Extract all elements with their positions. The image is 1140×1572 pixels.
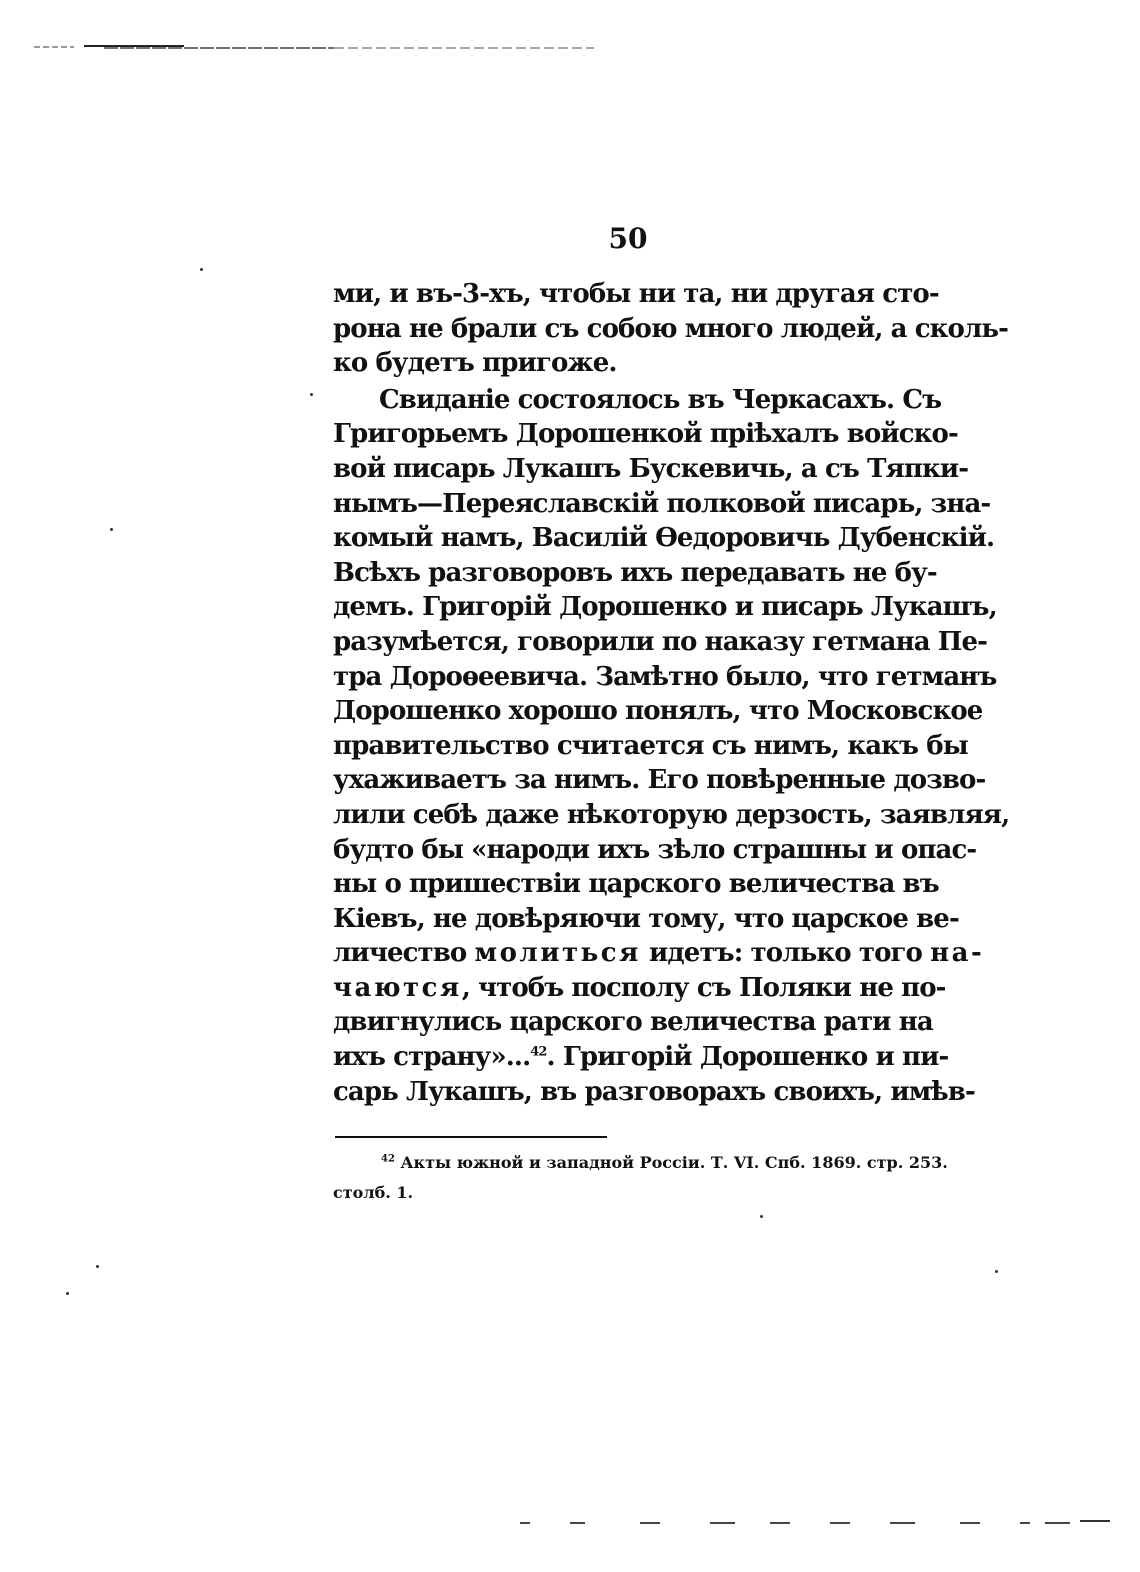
scan-speck — [995, 1270, 998, 1273]
text-line: сарь Лукашъ, въ разговорахъ своихъ, имѣв- — [333, 1076, 975, 1107]
text-line: вой писарь Лукашъ Бускевичь, а съ Тяпки- — [333, 453, 969, 484]
scan-speck — [66, 1292, 69, 1295]
text-line: двигнулись царского величества рати на — [333, 1007, 933, 1038]
text-line: демъ. Григорій Дорошенко и писарь Лукашъ, — [333, 592, 997, 623]
body-text — [333, 277, 1010, 1109]
scan-speck — [310, 393, 313, 396]
footnote-line: столб. 1. — [333, 1183, 414, 1202]
text-line: Григорьемъ Дорошенкой пріѣхалъ войско- — [333, 419, 958, 450]
text-line: ухаживаетъ за нимъ. Его повѣренные дозво- — [333, 765, 986, 796]
emphasis-spaced: чаются — [333, 972, 462, 1003]
text-line: комый намъ, Василій Ѳедоровичь Дубенскій. — [333, 523, 995, 554]
text-line: ми, и въ-3-хъ, чтобы ни та, ни другая сто- — [333, 279, 939, 309]
text-run: , чтобъ посполу съ Поляки не по- — [461, 972, 946, 1003]
text-line: тра Дороѳеевича. Замѣтно было, что гетманъ — [333, 661, 997, 692]
text-line: лили себѣ даже нѣкоторую дерзость, заявляя, — [333, 799, 1010, 830]
page-number: 50 — [608, 222, 648, 255]
text-run: . Григорій Дорошенко и пи- — [546, 1042, 949, 1073]
text-line: Свиданіе состоялось въ Черкасахъ. Съ — [379, 384, 942, 415]
footnote-reference: 42 — [530, 1044, 547, 1060]
scan-artifact-bottom — [520, 1518, 1110, 1526]
footnote-marker: 42 — [381, 1153, 395, 1165]
text-line: Кіевъ, не довѣряючи тому, что царское ве- — [333, 903, 959, 934]
text-line: нымъ—Переяславскій полковой писарь, зна- — [333, 488, 991, 519]
scan-speck — [200, 268, 203, 271]
text-line: ны о пришествіи царского величества въ — [333, 869, 939, 900]
emphasis-spaced: на- — [930, 938, 985, 969]
text-line: рона не брали съ собою много людей, а сколь- — [333, 313, 1009, 344]
footnote-line — [333, 1148, 948, 1178]
scan-speck — [110, 528, 113, 531]
text-run: ихъ страну»... — [333, 1042, 531, 1073]
text-line — [333, 936, 985, 971]
text-line: Дорошенко хорошо понялъ, что Московское — [333, 696, 983, 727]
emphasis-spaced: молиться — [474, 938, 641, 969]
text-line: ко будетъ пригоже. — [333, 348, 617, 379]
footnote — [333, 1148, 948, 1208]
text-line: разумѣется, говорили по наказу гетмана Пе- — [333, 626, 987, 657]
scan-speck — [760, 1215, 763, 1218]
text-line — [333, 1040, 949, 1075]
text-line — [333, 971, 946, 1006]
text-line: Всѣхъ разговоровъ ихъ передавать не бу- — [333, 557, 937, 588]
text-line: будто бы «народи ихъ зѣло страшны и опас- — [333, 834, 977, 865]
footnote-text: Акты южной и западной Россіи. Т. VI. Спб. 1869. стр. 253. — [394, 1153, 948, 1172]
text-run: идетъ: только того — [640, 938, 931, 969]
scan-artifact-top — [34, 44, 594, 50]
text-line: правительство считается съ нимъ, какъ бы — [333, 730, 968, 761]
text-run: личество — [333, 938, 475, 969]
footnote-rule — [335, 1136, 607, 1138]
scan-speck — [96, 1265, 99, 1268]
